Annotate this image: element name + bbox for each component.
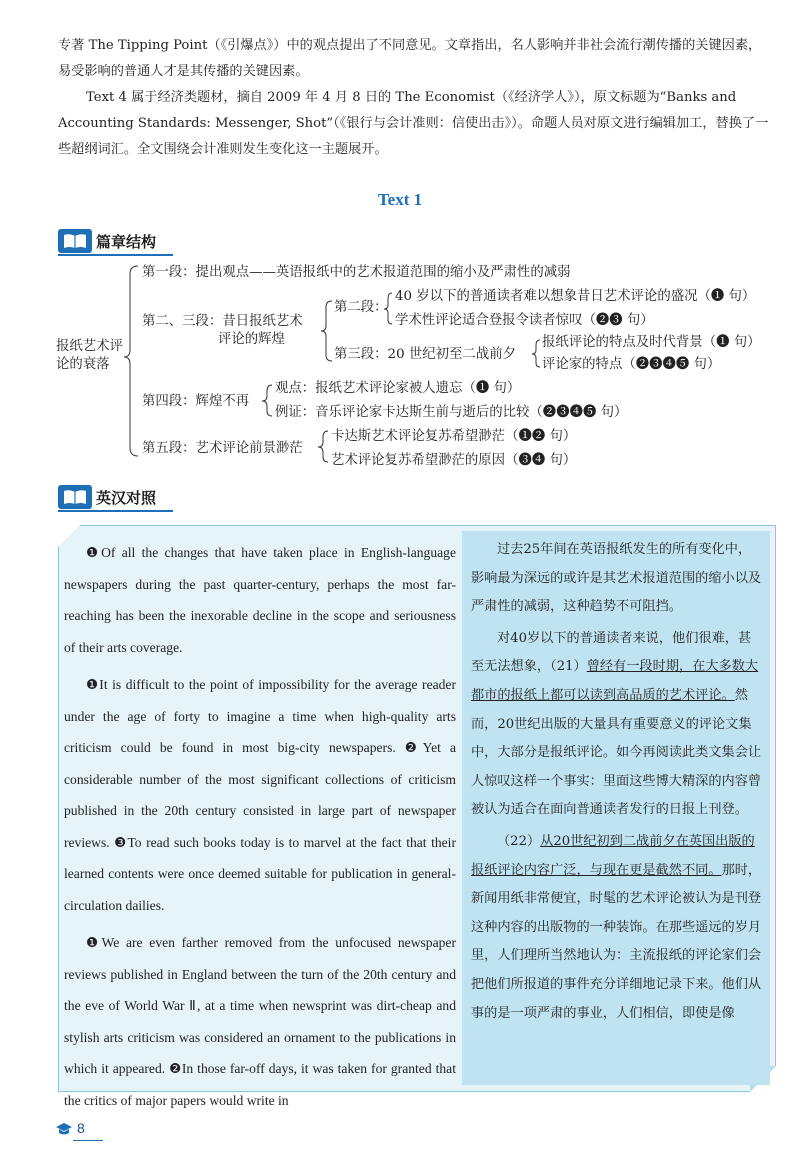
page-number: 8 <box>77 1120 85 1136</box>
english-paragraph-2: ❶It is difficult to the point of impossibility for the average reader under the age of forty to imagine a time when high-quality arts criticism could be found in most big-city newspapers. ❷Yet a considerable number of the most significant collections of criticism published in the 20th century consisted in large part of newspaper reviews. ❸To read such books today is to marvel at the fact that their learned contents were once deemed suitable for publication in general-circulation dailies. <box>64 677 456 913</box>
tree-paragraph-5-point-a: 卡达斯艺术评论复苏希望渺茫（❶❷ 句） <box>331 429 577 444</box>
tree-paragraph-3-point-b: 评论家的特点（❷❸❹❺ 句） <box>542 357 721 372</box>
underlined-translation-21: 曾经有一段时期，在大多数大都市的报纸上都可以读到高品质的艺术评论。 <box>471 659 759 703</box>
tree-paragraph-1: 第一段：提出观点——英语报纸中的艺术报道范围的缩小及严肃性的减弱 <box>142 265 571 280</box>
tree-paragraph-2-point-a: 40 岁以下的普通读者难以想象昔日艺术评论的盛况（❶ 句） <box>395 289 756 304</box>
tree-paragraph-2: 第二段： <box>334 300 388 315</box>
tree-paragraph-3: 第三段：20 世纪初至二战前夕 <box>334 347 516 362</box>
intro-paragraph-2: Text 4 属于经济类题材，摘自 2009 年 4 月 8 日的 The Economist（《经济学人》），原文标题为“Banks and Accounting Standards: Messenger, Shot”（《银行与会计准则：信使出击》）。命题人员对原文进行编辑加工，替换了一些超纲词汇。全文围绕会计准则发生变化这一主题展开。 <box>58 90 769 157</box>
chinese-paragraph-1: 过去25年间在英语报纸发生的所有变化中，影响最为深远的或许是其艺术报道范围的缩小以及严肃性的减弱，这种趋势不可阻挡。 <box>471 542 762 615</box>
english-paragraph-1: ❶Of all the changes that have taken place in English-language newspapers during the past quarter-century, perhaps the most far-reaching has been the inexorable decline in the scope and seriousness of their arts coverage. <box>64 545 456 655</box>
tree-paragraph-5: 第五段：艺术评论前景渺茫 <box>142 441 303 456</box>
tree-paragraph-2-point-b: 学术性评论适合登报令读者惊叹（❷❸ 句） <box>395 313 654 328</box>
chinese-column <box>471 536 763 1031</box>
tree-paragraph-4: 第四段：辉煌不再 <box>142 394 250 409</box>
english-column <box>64 537 456 1122</box>
tree-paragraph-4-point-b: 例证：音乐评论家卡达斯生前与逝后的比较（❷❸❹❺ 句） <box>275 405 628 420</box>
tree-paragraph-5-point-b: 艺术评论复苏希望渺茫的原因（❸❹ 句） <box>331 453 577 468</box>
chinese-paragraph-3: （22）从20世纪初到二战前夕在英国出版的报纸评论内容广泛，与现在更是截然不同。那时，新闻用纸非常便宜，时髦的艺术评论被认为是刊登这种内容的出版物的一种装饰。在那些遥远的岁月里，人们理所当然地认为：主流报纸的评论家们会把他们所报道的事件充分详细地记录下来。他们从事的是一项严肃的事业，人们相信，即使是像 <box>471 833 762 1021</box>
chinese-paragraph-2: 对40岁以下的普通读者来说，他们很难，甚至无法想象，（21）曾经有一段时期，在大多数大都市的报纸上都可以读到高品质的艺术评论。然而，20世纪出版的大量具有重要意义的评论文集中，大部分是报纸评论。如今再阅读此类文集会让人惊叹这样一个事实：里面这些博大精深的内容曾被认为适合在面向普通读者发行的日报上刊登。 <box>471 630 762 818</box>
tree-root: 报纸艺术评 论的衰落 <box>56 339 123 372</box>
section-title-bilingual: 英汉对照 <box>96 489 157 507</box>
section-underline <box>58 510 173 512</box>
tree-paragraph-4-point-a: 观点：报纸艺术评论家被人遗忘（❶ 句） <box>275 381 521 396</box>
english-paragraph-3: ❶We are even farther removed from the unfocused newspaper reviews published in England between the turn of the 20th century and the eve of World War Ⅱ, at a time when newsprint was dirt-cheap and stylish arts criticism was considered an ornament to the publications in which it appeared. ❷In those far-off days, it was taken for granted that the critics of major papers would write in <box>64 935 456 1108</box>
book-icon <box>58 485 92 509</box>
tree-paragraph-2-3: 第二、三段：昔日报纸艺术 评论的辉煌 <box>142 314 303 347</box>
text-title: Text 1 <box>377 190 423 209</box>
graduation-cap-icon <box>55 1122 73 1136</box>
intro-paragraph-1: 专著 The Tipping Point（《引爆点》）中的观点提出了不同意见。文章指出，名人影响并非社会流行潮传播的关键因素，易受影响的普通人才是其传播的关键因素。 <box>58 38 762 79</box>
underlined-translation-22: 从20世纪初到二战前夕在英国出版的报纸评论内容广泛，与现在更是截然不同。 <box>471 833 755 878</box>
section-title-structure: 篇章结构 <box>96 233 157 251</box>
footer-rule <box>73 1140 103 1141</box>
tree-paragraph-3-point-a: 报纸评论的特点及时代背景（❶ 句） <box>542 335 761 350</box>
